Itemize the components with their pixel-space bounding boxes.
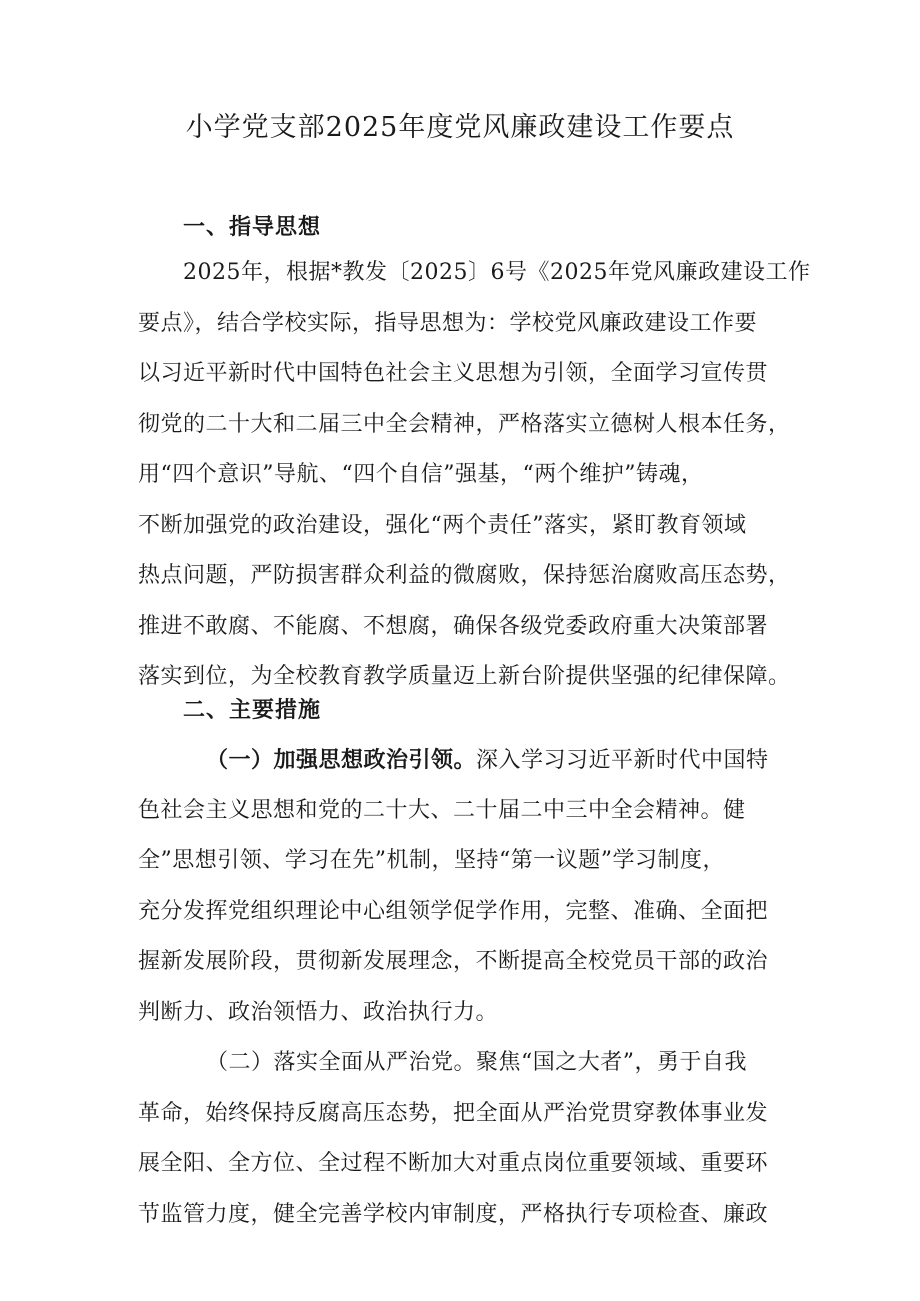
paragraph-line: 彻党的二十大和二届三中全会精神，严格落实立德树人根本任务， (138, 412, 791, 437)
document-title: 小学党支部2025年度党风廉政建设工作要点 (185, 112, 735, 143)
paragraph-line: 推进不敢腐、不能腐、不想腐，确保各级党委政府重大决策部署 (138, 614, 769, 639)
item-lead-heading: （一）加强思想政治引领。 (206, 747, 477, 773)
paragraph-line: 充分发挥党组织理论中心组领学促学作用，完整、准确、全面把 (138, 899, 769, 924)
paragraph-line: 以习近平新时代中国特色社会主义思想为引领，全面学习宣传贯 (138, 361, 769, 386)
paragraph-line: 全”思想引领、学习在先”机制，坚持“第一议题”学习制度， (138, 848, 725, 873)
paragraph-line: 握新发展阶段，贯彻新发展理念，不断提高全校党员干部的政治 (138, 949, 769, 974)
item-lead-text: 深入学习习近平新时代中国特 (476, 748, 769, 773)
paragraph-line: 判断力、政治领悟力、政治执行力。 (138, 1000, 499, 1025)
paragraph-line: 节监管力度，健全完善学校内审制度，严格执行专项检查、廉政 (138, 1202, 769, 1227)
section-heading-guiding-ideology: 一、指导思想 (183, 214, 322, 240)
paragraph-line: 展全阳、全方位、全过程不断加大对重点岗位重要领域、重要环 (138, 1151, 769, 1176)
paragraph-line: 革命，始终保持反腐高压态势，把全面从严治党贯穿教体事业发 (138, 1101, 769, 1126)
paragraph-line: （二）落实全面从严治党。聚焦“国之大者”，勇于自我 (206, 1050, 747, 1075)
paragraph-line: 2025年，根据*教发〔2025〕6号《2025年党风廉政建设工作 (183, 260, 811, 285)
paragraph-line: 用“四个意识”导航、“四个自信”强基，“两个维护”铸魂， (138, 462, 704, 487)
paragraph-line: 不断加强党的政治建设，强化“两个责任”落实，紧盯教育领域 (138, 513, 747, 538)
paragraph-line: 要点》，结合学校实际，指导思想为：学校党风廉政建设工作要 (138, 311, 758, 336)
paragraph-line: 落实到位，为全校教育教学质量迈上新台阶提供坚强的纪律保障。 (138, 664, 791, 689)
paragraph-line (206, 744, 769, 777)
section-heading-main-measures: 二、主要措施 (183, 697, 322, 723)
paragraph-line: 热点问题，严防损害群众利益的微腐败，保持惩治腐败高压态势， (138, 563, 791, 588)
paragraph-line: 色社会主义思想和党的二十大、二十届二中三中全会精神。健 (138, 798, 746, 823)
